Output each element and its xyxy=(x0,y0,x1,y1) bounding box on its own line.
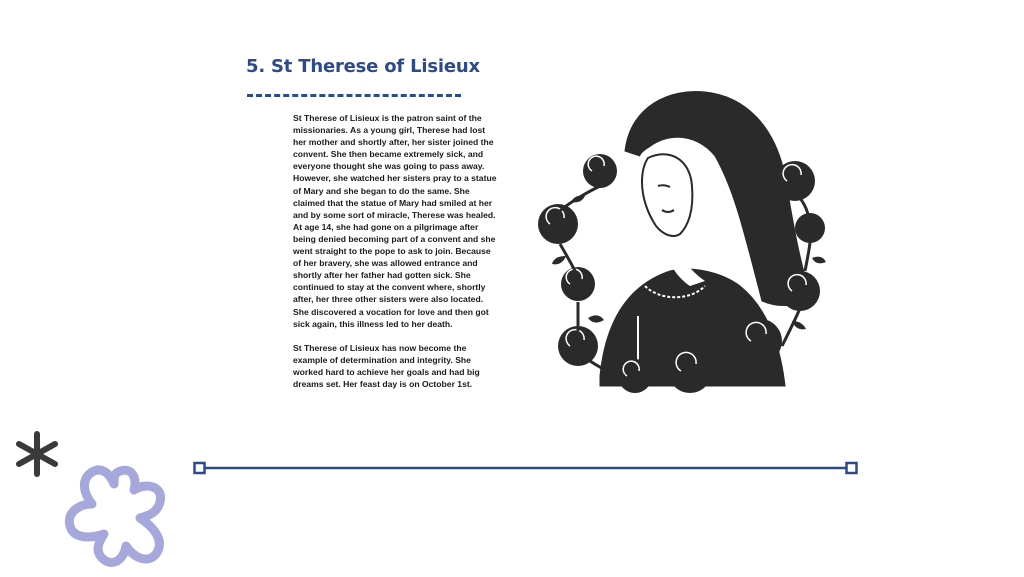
paragraph-2: St Therese of Lisieux has now become the example of determination and integrity. She worked hard to achieve her goals and had big dreams set. Her feast day is on October 1st. xyxy=(293,342,480,389)
paragraph-1: St Therese of Lisieux is the patron saint of the missionaries. As a young girl, Therese had lost her mother and shortly after, her sister joined the convent. She then became extremely sick, and everyone thought she was going to pass away. However, she watched her sisters pray to a statue of Mary and she began to do the same. She claimed that the statue of Mary had smiled at her and by some sort of miracle, Therese was healed. At age 14, she had gone on a pilgrimage after being denied becoming part of a convent and she went straight to the pope to ask to join. Because of her bravery, she was allowed entrance and shortly after her father had gotten sick. She continued to stay at the convent where, shortly after, her three other sisters were also located. She discovered a vocation for love and then got sick again, this illness led to her death. xyxy=(293,113,497,329)
flower-outline-icon xyxy=(60,460,172,570)
asterisk-icon xyxy=(15,430,59,478)
body-text xyxy=(293,112,497,402)
horizontal-divider xyxy=(193,460,859,476)
nun-with-roses-illustration xyxy=(530,86,830,406)
title-dashed-underline xyxy=(247,94,461,97)
page-title: 5. St Therese of Lisieux xyxy=(246,56,480,77)
